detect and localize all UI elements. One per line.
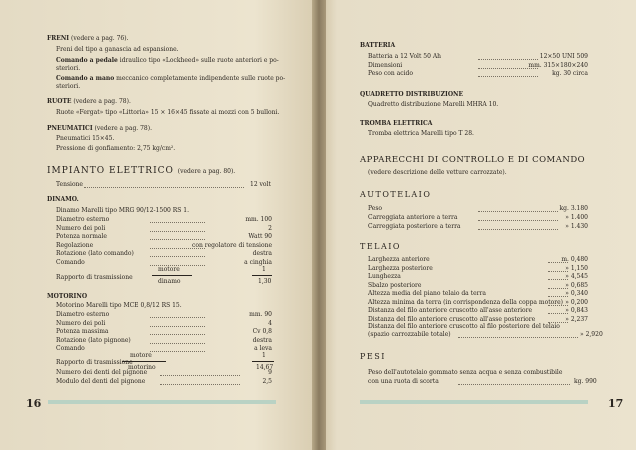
- leader-dots: [150, 317, 205, 318]
- fraction-bar: [252, 361, 274, 362]
- spec-label: Batteria a 12 Volt 50 Ah: [368, 53, 442, 60]
- leader-dots: [478, 229, 558, 230]
- spec-label: Lunghezza: [368, 273, 401, 280]
- leader-dots: [150, 334, 205, 335]
- spec-value: 2: [268, 224, 272, 232]
- tromba-line-1: Tromba elettrica Marelli tipo T 28.: [368, 130, 474, 137]
- motorino-ratio-bottom: motorino: [128, 364, 156, 371]
- leader-dots: [478, 220, 558, 221]
- freni-heading: FRENI (vedere a pag. 76).: [47, 35, 129, 42]
- spec-value: » 0,843: [565, 307, 588, 314]
- telaio-last-line-1: Distanza del filo anteriore cruscotto al filo posteriore del telaio: [368, 323, 560, 330]
- freni-line-5: steriori.: [56, 83, 81, 90]
- footer-band: [48, 400, 276, 404]
- leader-dots: [84, 187, 244, 188]
- motorino-ratio-top: motore: [130, 352, 152, 359]
- freni-line-2: Comando a pedale idraulico tipo «Lockheed» sulle ruote anteriori e po-: [56, 57, 279, 64]
- dinamo-ratio-den: 1,30: [258, 278, 272, 285]
- leader-dots: [478, 211, 558, 212]
- dinamo-ratio-label: Rapporto di trasmissione: [56, 274, 133, 281]
- fraction-bar: [252, 275, 272, 276]
- spec-label: Dimensioni: [368, 61, 403, 69]
- leader-dots: [150, 326, 205, 327]
- spec-label: Distanza del filo anteriore cruscotto all'asse posteriore: [368, 315, 536, 323]
- quadretto-line-1: Quadretto distribuzione Marelli MHRA 10.: [368, 101, 499, 108]
- leader-dots: [160, 384, 240, 385]
- leader-dots: [478, 59, 538, 60]
- freni-line-1: Freni del tipo a ganascia ad espansione.: [56, 46, 179, 53]
- spec-label: Numero dei denti del pignone: [56, 369, 148, 376]
- spec-label: Carreggiata anteriore a terra: [368, 214, 458, 221]
- spec-label: Regolazione: [56, 241, 94, 249]
- spec-label: Larghezza anteriore: [368, 256, 430, 263]
- spec-value: » 0,200: [565, 298, 588, 306]
- spec-value: » 1.430: [565, 223, 588, 230]
- spec-label: Numero dei poli: [56, 224, 106, 232]
- spec-label: Larghezza posteriore: [368, 264, 433, 272]
- autotelaio-heading: AUTOTELAIO: [360, 190, 432, 199]
- spec-label: Distanza del filo anteriore cruscotto all'asse anteriore: [368, 307, 533, 314]
- spec-value: Cv 0,8: [252, 328, 272, 335]
- leader-dots: [150, 222, 205, 223]
- leader-dots: [150, 343, 205, 344]
- apparecchi-heading: APPARECCHI DI CONTROLLO E DI COMANDO: [360, 155, 586, 165]
- spec-label: Diametro esterno: [56, 216, 110, 223]
- spec-label: Comando: [56, 258, 85, 266]
- spec-value: kg. 30 circa: [552, 70, 588, 77]
- motorino-heading: MOTORINO: [47, 293, 88, 300]
- tensione-label: Tensione: [56, 181, 83, 188]
- motorino-model: Motorino Marelli tipo MCE 0,8/12 RS 15.: [56, 302, 182, 309]
- spec-label: Rotazione (lato pignone): [56, 336, 131, 344]
- freni-line-3: steriori.: [56, 65, 81, 72]
- fraction-bar: [152, 275, 192, 276]
- pesi-line-1: Peso dell'autotelaio gommato senza acqua e senza combustibile: [368, 369, 563, 376]
- book-gutter: [312, 0, 326, 450]
- spec-value: mm. 90: [249, 311, 272, 318]
- spec-label: Altezza media del piano telaio da terra: [368, 290, 486, 297]
- dinamo-ratio-bottom: dinamo: [158, 278, 181, 285]
- spec-value: » 2,237: [565, 315, 588, 323]
- tromba-heading: TROMBA ELETTRICA: [360, 120, 433, 127]
- spec-label: Altezza minima da terra (in corrispondenza della coppa motore): [368, 298, 563, 306]
- dinamo-model: Dinamo Marelli tipo MRG 90/12-1500 RS 1.: [56, 207, 189, 214]
- footer-band: [360, 400, 588, 404]
- spec-value: » 4,545: [565, 273, 588, 280]
- spec-value: a cinghia: [244, 258, 272, 266]
- ruote-heading: RUOTE (vedere a pag. 78).: [47, 98, 131, 105]
- page-number-right: 17: [608, 397, 624, 410]
- spec-value: 9: [268, 369, 272, 376]
- spec-value: mm. 100: [245, 216, 272, 223]
- pneumatici-line-1: Pneumatici 15×45.: [56, 135, 115, 142]
- spec-value: 2,5: [262, 377, 272, 385]
- spec-label: Modulo del denti del pignone: [56, 377, 146, 385]
- dinamo-ratio-num: 1: [262, 266, 266, 273]
- spec-value: » 1,150: [565, 264, 588, 272]
- spec-value: mm. 315×180×240: [528, 61, 588, 69]
- page-number-left: 16: [26, 397, 42, 410]
- leader-dots: [478, 76, 538, 77]
- spec-value: con regolatore di tensione: [192, 241, 272, 249]
- dinamo-heading: DINAMO.: [47, 196, 79, 203]
- spec-value: Watt 90: [248, 233, 272, 240]
- spec-value: » 0,340: [565, 290, 588, 297]
- spec-value: a leva: [254, 345, 272, 352]
- spec-label: Peso con acido: [368, 70, 413, 77]
- pesi-heading: PESI: [360, 352, 386, 361]
- telaio-heading: TELAIO: [360, 242, 401, 251]
- leader-dots: [458, 337, 578, 338]
- pneumatici-heading: PNEUMATICI (vedere a pag. 78).: [47, 125, 152, 132]
- leader-dots: [160, 375, 240, 376]
- right-page: [318, 0, 636, 450]
- leader-dots: [150, 351, 205, 352]
- spec-value: m. 0,480: [561, 256, 588, 263]
- pneumatici-line-2: Pressione di gonfiamento: 2,75 kg/cm².: [56, 145, 176, 152]
- telaio-last-line-2: (spazio carrozzabile totale): [368, 331, 451, 338]
- tensione-value: 12 volt: [250, 181, 271, 188]
- motorino-ratio-label: Rapporto di trasmissione: [56, 359, 133, 366]
- impianto-heading: IMPIANTO ELETTRICO (vedere a pag. 80).: [47, 166, 236, 176]
- pesi-value: kg. 990: [574, 378, 597, 385]
- ruote-line-1: Ruote «Fergat» tipo «Littoria» 15 × 16×45 fissate ai mozzi con 5 bulloni.: [56, 109, 280, 116]
- telaio-last-value: » 2,920: [580, 331, 603, 338]
- spec-value: kg. 3.180: [559, 205, 588, 212]
- leader-dots: [458, 384, 570, 385]
- spec-label: Comando: [56, 345, 85, 352]
- spec-value: 4: [268, 319, 272, 327]
- spec-label: Rotazione (lato comando): [56, 250, 134, 257]
- spec-label: Potenza massima: [56, 328, 109, 335]
- motorino-ratio-den: 14,67: [256, 364, 274, 371]
- batteria-heading: BATTERIA: [360, 42, 396, 49]
- fraction-bar: [122, 361, 166, 362]
- leader-dots: [150, 239, 205, 240]
- spec-label: Numero dei poli: [56, 319, 106, 327]
- spec-label: Peso: [368, 205, 383, 212]
- leader-dots: [150, 256, 205, 257]
- spec-value: destra: [252, 250, 272, 257]
- pesi-line-2: con una ruota di scorta: [368, 378, 439, 385]
- apparecchi-sub: (vedere descrizione delle vetture carrozzate).: [368, 169, 507, 176]
- quadretto-heading: QUADRETTO DISTRIBUZIONE: [360, 91, 464, 98]
- motorino-ratio-num: 1: [262, 352, 266, 359]
- spec-label: Carreggiata posteriore a terra: [368, 223, 461, 230]
- spec-label: Sbalzo posteriore: [368, 281, 422, 289]
- leader-dots: [150, 231, 205, 232]
- spec-label: Diametro esterno: [56, 311, 110, 318]
- spec-value: 12×50 UNI 509: [539, 53, 588, 60]
- freni-line-4: Comando a mano meccanico completamente indipendente sulle ruote po-: [56, 75, 286, 82]
- dinamo-ratio-top: motore: [158, 266, 180, 273]
- spec-value: destra: [252, 336, 272, 344]
- spec-value: » 0,685: [565, 281, 588, 289]
- spec-value: » 1.400: [565, 214, 588, 221]
- spec-label: Potenza normale: [56, 233, 107, 240]
